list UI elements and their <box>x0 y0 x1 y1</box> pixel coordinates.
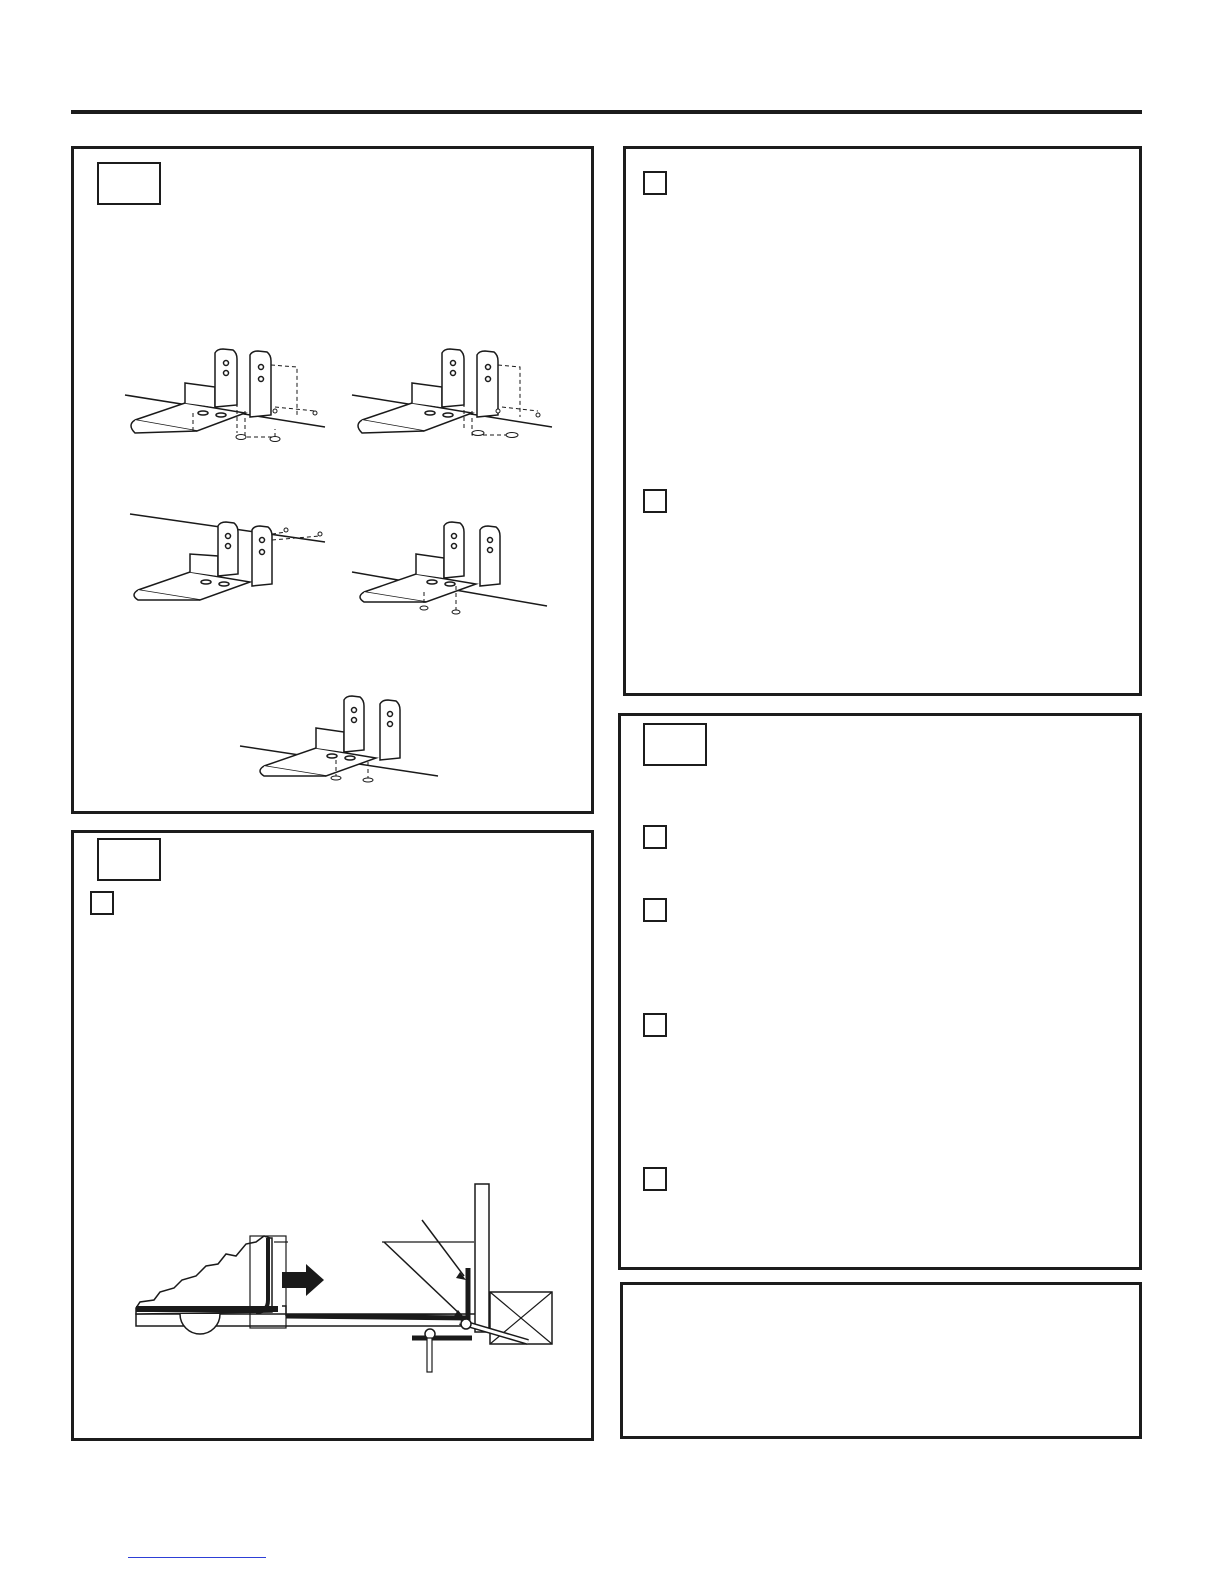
step-number-box <box>97 162 161 205</box>
note-panel <box>620 1282 1142 1439</box>
bracket-figure-1 <box>125 345 335 455</box>
step-checkbox[interactable] <box>643 1013 667 1037</box>
range-slide-diagram <box>130 1180 560 1375</box>
step-checkbox[interactable] <box>643 489 667 513</box>
bracket-figure-4 <box>352 520 562 620</box>
step-checkbox[interactable] <box>643 898 667 922</box>
top-divider-rule <box>71 110 1142 114</box>
footer-link[interactable] <box>128 1557 266 1558</box>
step-checkbox[interactable] <box>90 891 114 915</box>
step-number-box <box>643 723 707 766</box>
step-number-box <box>97 838 161 881</box>
bracket-figure-2 <box>352 345 562 455</box>
bracket-figure-3 <box>130 512 340 607</box>
step-checkbox[interactable] <box>643 825 667 849</box>
step-checkbox[interactable] <box>643 171 667 195</box>
right-top-panel <box>623 146 1142 696</box>
right-mid-panel <box>618 713 1142 1270</box>
step-checkbox[interactable] <box>643 1167 667 1191</box>
bracket-figure-5 <box>240 694 450 794</box>
